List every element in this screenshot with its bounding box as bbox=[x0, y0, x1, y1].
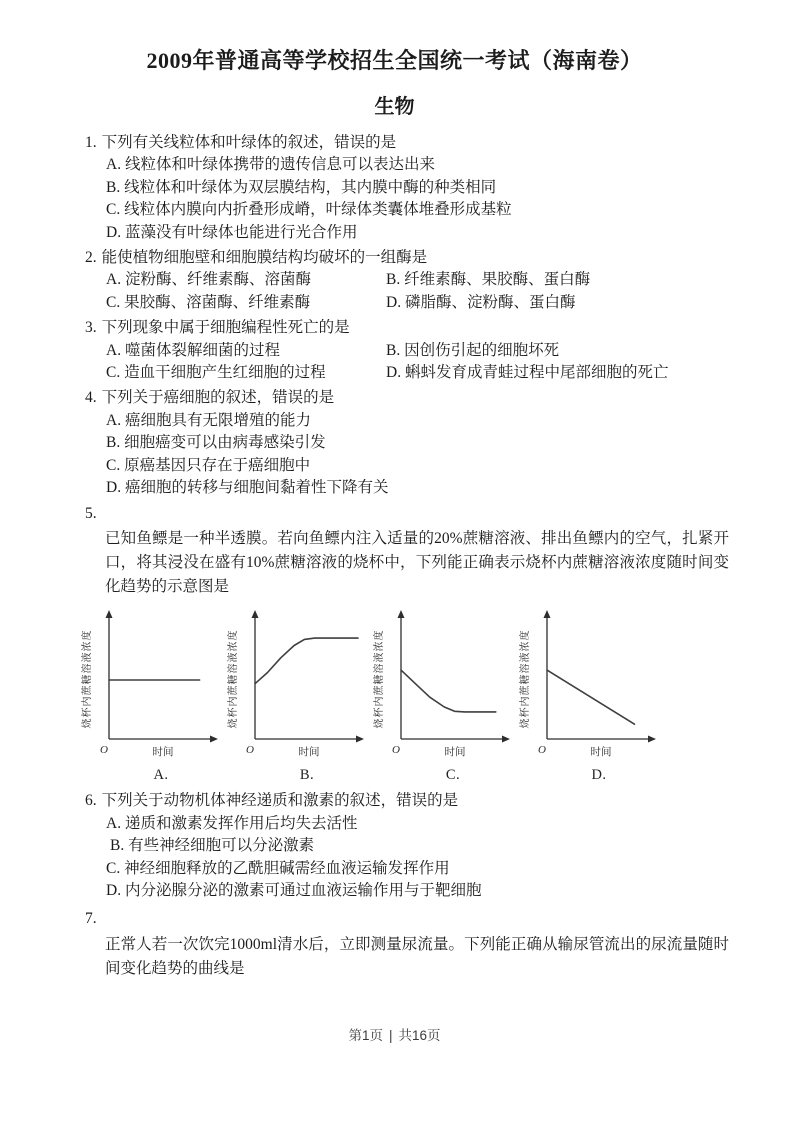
y-axis-label: 烧杯内蔗糖溶液浓度 bbox=[374, 629, 385, 729]
chart-letter: D. bbox=[591, 767, 607, 784]
question-1-options bbox=[85, 154, 731, 244]
question-4-stem bbox=[85, 387, 731, 409]
question-text: 下列关于癌细胞的叙述，错误的是 bbox=[101, 389, 335, 407]
page-total: 共16页 bbox=[398, 1028, 441, 1043]
chart-letter: B. bbox=[299, 767, 315, 784]
option-c: C. 神经细胞释放的乙酰胆碱需经血液运输发挥作用 bbox=[106, 859, 450, 877]
question-2-stem bbox=[85, 247, 731, 269]
option-c: C. 原癌基因只存在于癌细胞中 bbox=[106, 456, 311, 474]
question-1 bbox=[85, 132, 731, 244]
line-chart bbox=[369, 607, 515, 761]
option-c: C. 线粒体内膜向内折叠形成嵴，叶绿体类囊体堆叠形成基粒 bbox=[106, 201, 512, 219]
y-axis-label: 烧杯内蔗糖溶液浓度 bbox=[82, 629, 93, 729]
question-text: 下列现象中属于细胞编程性死亡的是 bbox=[101, 319, 350, 337]
question-7 bbox=[85, 908, 731, 980]
option-b: B. 纤维素酶、果胶酶、蛋白酶 bbox=[386, 271, 591, 289]
page-number: 第1页 bbox=[348, 1028, 383, 1043]
concentration-curve bbox=[547, 670, 635, 724]
x-axis-arrow-icon bbox=[210, 736, 218, 743]
question-4-options bbox=[85, 410, 731, 500]
line-chart bbox=[515, 607, 661, 761]
question-number: 7. bbox=[85, 910, 97, 928]
question-6-options bbox=[85, 813, 731, 903]
origin-label: O bbox=[246, 744, 254, 757]
question-3-stem bbox=[85, 317, 731, 339]
option-a: A. 癌细胞具有无限增殖的能力 bbox=[106, 411, 311, 429]
question-number: 4. bbox=[85, 389, 97, 407]
option-b: B. 因创伤引起的细胞坏死 bbox=[386, 341, 560, 359]
chart-panel-b bbox=[223, 607, 369, 784]
question-7-paragraph: 正常人若一次饮完1000ml清水后，立即测量尿流量。下列能正确从输尿管流出的尿流量随时间变化趋势的曲线是 bbox=[105, 935, 729, 977]
question-text: 能使植物细胞壁和细胞膜结构均破坏的一组酶是 bbox=[101, 249, 428, 267]
option-a: A. 噬菌体裂解细菌的过程 bbox=[106, 341, 280, 359]
subject-title: 生物 bbox=[374, 96, 415, 118]
question-5 bbox=[82, 503, 731, 785]
document-body bbox=[0, 119, 789, 980]
option-d: D. 内分泌腺分泌的激素可通过血液运输作用与于靶细胞 bbox=[106, 881, 482, 899]
option-d: D. 蓝藻没有叶绿体也能进行光合作用 bbox=[106, 223, 358, 241]
option-c: C. 果胶酶、溶菌酶、纤维素酶 bbox=[106, 293, 311, 311]
option-d: D. 癌细胞的转移与细胞间黏着性下降有关 bbox=[106, 479, 389, 497]
chart-panel-c bbox=[369, 607, 515, 784]
page-footer bbox=[0, 1024, 789, 1044]
question-number: 6. bbox=[85, 792, 97, 810]
x-axis-label: 时间 bbox=[152, 747, 174, 759]
question-6 bbox=[85, 790, 731, 902]
y-axis-arrow-icon bbox=[398, 610, 405, 618]
x-axis-label: 时间 bbox=[590, 747, 612, 759]
question-number: 2. bbox=[85, 249, 97, 267]
concentration-curve bbox=[401, 670, 496, 712]
chart-letter: C. bbox=[445, 767, 461, 784]
x-axis-arrow-icon bbox=[648, 736, 656, 743]
line-chart bbox=[77, 607, 223, 761]
y-axis-arrow-icon bbox=[544, 610, 551, 618]
question-text: 下列关于动物机体神经递质和激素的叙述，错误的是 bbox=[101, 792, 459, 810]
question-5-charts bbox=[77, 607, 731, 784]
option-b: B. 线粒体和叶绿体为双层膜结构，其内膜中酶的种类相同 bbox=[106, 178, 497, 196]
y-axis-arrow-icon bbox=[106, 610, 113, 618]
option-c: C. 造血干细胞产生红细胞的过程 bbox=[106, 364, 326, 382]
y-axis-label: 烧杯内蔗糖溶液浓度 bbox=[228, 629, 239, 729]
option-b: B. 细胞癌变可以由病毒感染引发 bbox=[106, 434, 326, 452]
question-5-paragraph: 已知鱼鳔是一种半透膜。若向鱼鳔内注入适量的20%蔗糖溶液、排出鱼鳔内的空气，扎紧开口，将其浸没在盛有10%蔗糖溶液的烧杯中，下列能正确表示烧杯内蔗糖溶液浓度随时间变化趋势的示意图是 bbox=[105, 529, 729, 595]
x-axis-label: 时间 bbox=[298, 747, 320, 759]
question-1-stem bbox=[85, 132, 731, 154]
footer-separator: | bbox=[388, 1028, 393, 1043]
page-title: 2009年普通高等学校招生全国统一考试（海南卷） bbox=[146, 48, 643, 73]
x-axis-arrow-icon bbox=[356, 736, 364, 743]
question-7-number-line bbox=[85, 908, 731, 930]
option-b: B. 有些神经细胞可以分泌激素 bbox=[110, 837, 315, 855]
chart-panel-a bbox=[77, 607, 223, 784]
origin-label: O bbox=[100, 744, 108, 757]
line-chart bbox=[223, 607, 369, 761]
x-axis-label: 时间 bbox=[444, 747, 466, 759]
question-text: 下列有关线粒体和叶绿体的叙述，错误的是 bbox=[101, 134, 397, 151]
question-3 bbox=[85, 317, 731, 384]
question-number: 5. bbox=[85, 504, 97, 522]
origin-label: O bbox=[538, 744, 546, 757]
y-axis-arrow-icon bbox=[252, 610, 259, 618]
chart-panel-d bbox=[515, 607, 661, 784]
option-a: A. 递质和激素发挥作用后均失去活性 bbox=[106, 814, 358, 832]
option-a: A. 线粒体和叶绿体携带的遗传信息可以表达出来 bbox=[106, 156, 435, 174]
question-5-number-line bbox=[85, 503, 731, 525]
question-6-stem bbox=[85, 790, 731, 812]
option-a: A. 淀粉酶、纤维素酶、溶菌酶 bbox=[106, 271, 311, 289]
question-3-options bbox=[85, 340, 731, 385]
question-number: 3. bbox=[85, 319, 97, 337]
y-axis-label: 烧杯内蔗糖溶液浓度 bbox=[520, 629, 531, 729]
question-2-options bbox=[85, 269, 731, 314]
concentration-curve bbox=[255, 638, 358, 684]
chart-letter: A. bbox=[153, 767, 169, 784]
option-d: D. 磷脂酶、淀粉酶、蛋白酶 bbox=[386, 293, 576, 311]
question-2 bbox=[85, 247, 731, 314]
question-number: 1. bbox=[85, 134, 97, 151]
origin-label: O bbox=[392, 744, 400, 757]
option-d: D. 蝌蚪发育成青蛙过程中尾部细胞的死亡 bbox=[386, 364, 669, 382]
question-4 bbox=[85, 387, 731, 499]
x-axis-arrow-icon bbox=[502, 736, 510, 743]
